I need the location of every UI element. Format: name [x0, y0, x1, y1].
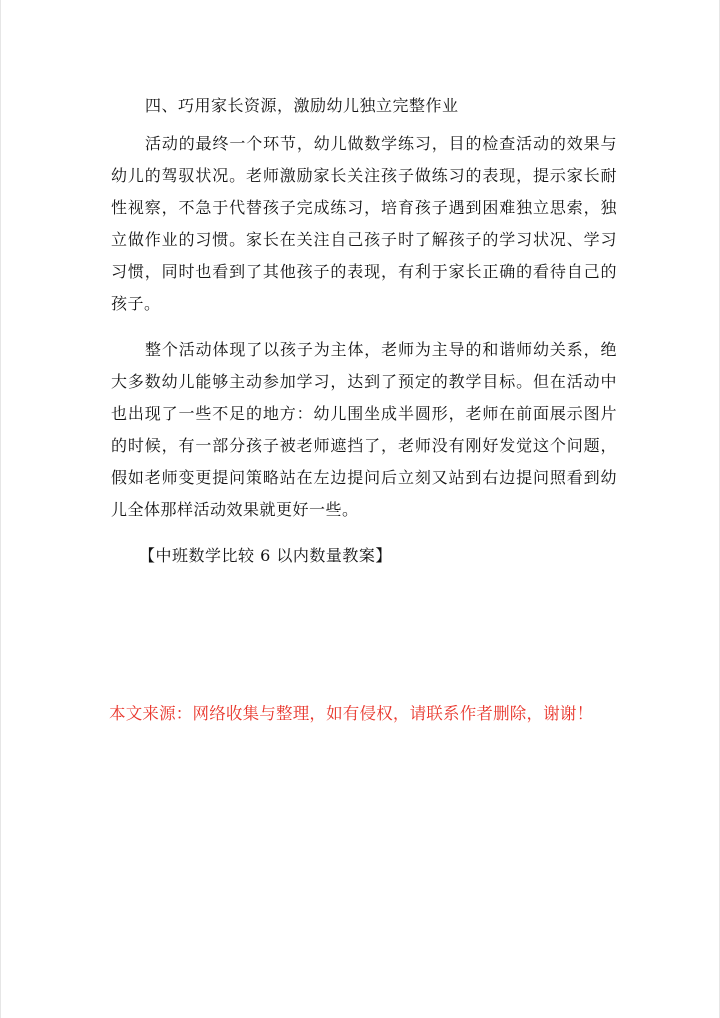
paragraph-final-activity: 活动的最终一个环节，幼儿做数学练习，目的检查活动的效果与幼儿的驾驭状况。老师激励家长关注孩子做练习的表现，提示家长耐性视察，不急于代替孩子完成练习，培育孩子遇到困难独立思索，独立做作业的习惯。家长在关注自己孩子时了解孩子的学习状况、学习习惯，同时也看到了其他孩子的表现，有利于家长正确的看待自己的孩子。	[111, 134, 617, 313]
lesson-plan-title: 【中班数学比较 6 以内数量教案】	[139, 546, 392, 565]
document-body	[111, 90, 617, 572]
section-heading: 四、巧用家长资源，激励幼儿独立完整作业	[145, 96, 459, 115]
paragraph-activity-reflection: 整个活动体现了以孩子为主体，老师为主导的和谐师幼关系，绝大多数幼儿能够主动参加学习，达到了预定的教学目标。但在活动中也出现了一些不足的地方：幼儿围坐成半圆形，老师在前面展示图片的时候，有一部分孩子被老师遮挡了，老师没有刚好发觉这个问题，假如老师变更提问策略站在左边提问后立刻又站到右边提问照看到幼儿全体那样活动效果就更好一些。	[111, 340, 617, 519]
source-disclaimer: 本文来源：网络收集与整理，如有侵权，请联系作者删除，谢谢！	[109, 704, 594, 723]
